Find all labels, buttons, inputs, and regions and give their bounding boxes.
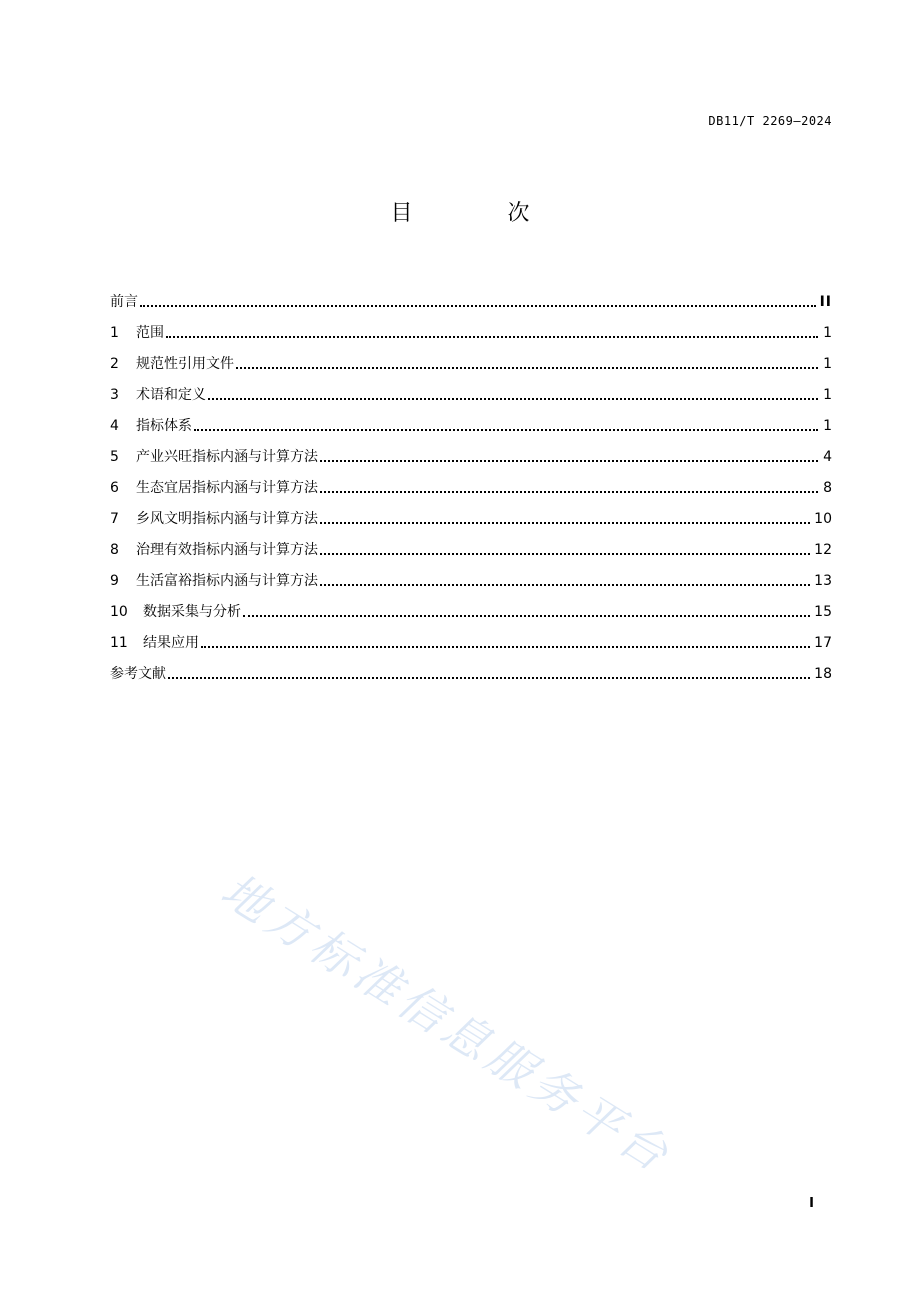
watermark: 地方标准信息服务平台 [212, 862, 682, 1184]
toc-entry-page: 4 [823, 449, 832, 465]
toc-entry-label: 生活富裕指标内涵与计算方法 [136, 573, 318, 589]
toc-entry-page: 1 [823, 418, 832, 434]
toc-entry-number: 5 [110, 449, 119, 465]
toc-entry-label: 生态宜居指标内涵与计算方法 [136, 480, 318, 496]
toc-entry-page: 17 [814, 635, 832, 651]
toc-entry-label: 规范性引用文件 [136, 356, 234, 372]
toc-dot-leader [201, 646, 810, 648]
toc-entry-references[interactable] [110, 652, 832, 683]
toc-entry-label: 范围 [136, 325, 164, 341]
toc-entry-9[interactable] [110, 559, 832, 590]
toc-entry-label: 产业兴旺指标内涵与计算方法 [136, 449, 318, 465]
toc-entry-number: 10 [110, 604, 128, 620]
document-code: DB11/T 2269—2024 [708, 114, 832, 128]
toc-entry-page: 8 [823, 480, 832, 496]
toc-dot-leader [208, 398, 818, 400]
page-number: I [809, 1196, 814, 1211]
toc-entry-number: 3 [110, 387, 119, 403]
toc-entry-number: 6 [110, 480, 119, 496]
toc-entry-label: 指标体系 [136, 418, 192, 434]
toc-entry-preface[interactable] [110, 280, 832, 311]
toc-entry-page: 1 [823, 387, 832, 403]
toc-entry-page: 13 [814, 573, 832, 589]
toc-entry-11[interactable] [110, 621, 832, 652]
toc-entry-label: 数据采集与分析 [143, 604, 241, 620]
table-of-contents [110, 280, 832, 683]
toc-entry-number: 7 [110, 511, 119, 527]
toc-entry-label: 乡风文明指标内涵与计算方法 [136, 511, 318, 527]
toc-entry-3[interactable] [110, 373, 832, 404]
toc-entry-8[interactable] [110, 528, 832, 559]
toc-entry-6[interactable] [110, 466, 832, 497]
toc-entry-label: 术语和定义 [136, 387, 206, 403]
toc-entry-number: 9 [110, 573, 119, 589]
toc-dot-leader [320, 584, 810, 586]
toc-entry-4[interactable] [110, 404, 832, 435]
toc-entry-number: 2 [110, 356, 119, 372]
toc-dot-leader [320, 553, 810, 555]
toc-entry-label: 参考文献 [110, 666, 166, 682]
toc-entry-5[interactable] [110, 435, 832, 466]
toc-entry-10[interactable] [110, 590, 832, 621]
toc-entry-page: 12 [814, 542, 832, 558]
toc-entry-label: 结果应用 [143, 635, 199, 651]
toc-entry-number: 8 [110, 542, 119, 558]
toc-entry-page: 1 [823, 356, 832, 372]
toc-entry-label: 治理有效指标内涵与计算方法 [136, 542, 318, 558]
toc-entry-1[interactable] [110, 311, 832, 342]
toc-entry-number: 4 [110, 418, 119, 434]
toc-entry-page: 15 [814, 604, 832, 620]
toc-entry-number: 1 [110, 325, 119, 341]
toc-dot-leader [320, 491, 818, 493]
toc-entry-page: II [819, 294, 832, 310]
toc-entry-page: 18 [814, 666, 832, 682]
toc-entry-number: 11 [110, 635, 128, 651]
toc-entry-2[interactable] [110, 342, 832, 373]
toc-entry-page: 1 [823, 325, 832, 341]
toc-dot-leader [194, 429, 818, 431]
toc-dot-leader [320, 522, 810, 524]
page-title: 目 次 [390, 201, 574, 226]
toc-entry-7[interactable] [110, 497, 832, 528]
toc-entry-page: 10 [814, 511, 832, 527]
toc-dot-leader [320, 460, 818, 462]
toc-dot-leader [168, 677, 810, 679]
toc-dot-leader [140, 305, 816, 307]
toc-entry-label: 前言 [110, 294, 138, 310]
toc-dot-leader [166, 336, 818, 338]
toc-dot-leader [236, 367, 818, 369]
toc-dot-leader [243, 615, 810, 617]
